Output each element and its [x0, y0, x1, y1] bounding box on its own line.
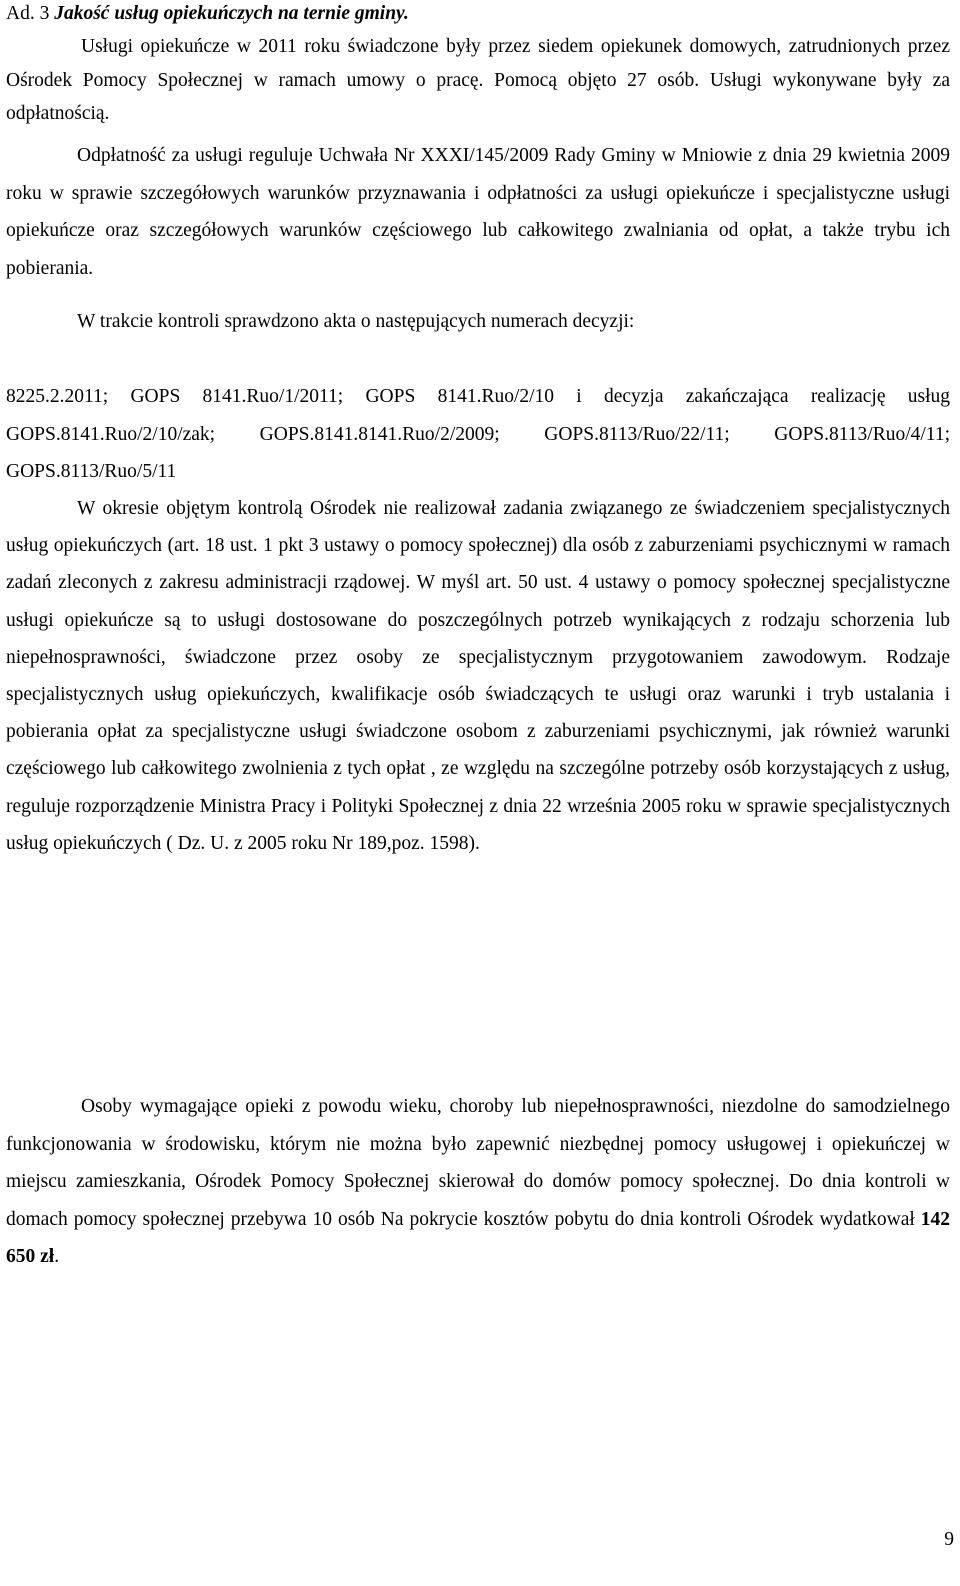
- paragraph-inspected-files-intro: W trakcie kontroli sprawdzono akta o następujących numerach decyzji:: [77, 311, 635, 332]
- page-number: 9: [944, 1529, 954, 1550]
- section-title: Jakość usług opiekuńczych na ternie gminy.: [54, 3, 409, 24]
- paragraph-care-homes: [6, 1088, 950, 1276]
- paragraph-fee-regulation: Odpłatność za usługi reguluje Uchwała Nr XXXI/145/2009 Rady Gminy w Mniowie z dnia 29 kwietnia 2009 roku w sprawie szczegółowych warunków przyznawania i odpłatności za usługi opiekuńcze i specjalistyczne usługi opiekuńcze oraz szczegółowych warunków częściowego lub całkowitego zwalniania od opłat, a także trybu ich pobierania.: [6, 145, 950, 279]
- paragraph-services-overview: Usługi opiekuńcze w 2011 roku świadczone były przez siedem opiekunek domowych, zatrudnionych przez Ośrodek Pomocy Społecznej w ramach umowy o pracę. Pomocą objęto 27 osób. Usługi wykonywane były za odpłatnością.: [6, 36, 950, 124]
- care-homes-text: Osoby wymagające opieki z powodu wieku, choroby lub niepełnosprawności, niezdolne do samodzielnego funkcjonowania w środowisku, którym nie można było zapewnić niezbędnej pomocy usługowej i opiekuńczej w miejscu zamieszkania, Ośrodek Pomocy Społecznej skierował do domów pomocy społecznej. Do dnia kontroli w domach pomocy społecznej przebywa 10 osób Na pokrycie kosztów pobytu do dnia kontroli Ośrodek wydatkował: [6, 1096, 950, 1230]
- section-heading: [6, 2, 409, 26]
- paragraph-decision-numbers: 8225.2.2011; GOPS 8141.Ruo/1/2011; GOPS 8141.Ruo/2/10 i decyzja zakańczająca realizację usług GOPS.8141.Ruo/2/10/zak; GOPS.8141.8141.Ruo/2/2009; GOPS.8113/Ruo/22/11; GOPS.8113/Ruo/4/11; GOPS.8113/Ruo/5/11: [6, 386, 950, 482]
- care-homes-end: .: [54, 1246, 60, 1267]
- expenditure-amount: 142 650 zł: [6, 1208, 950, 1267]
- section-number: Ad. 3: [6, 3, 50, 24]
- paragraph-specialist-services: W okresie objętym kontrolą Ośrodek nie realizował zadania związanego ze świadczeniem specjalistycznych usług opiekuńczych (art. 18 ust. 1 pkt 3 ustawy o pomocy społecznej) dla osób z zaburzeniami psychicznymi w ramach zadań zleconych z zakresu administracji rządowej. W myśl art. 50 ust. 4 ustawy o pomocy społecznej specjalistyczne usługi opiekuńcze są to usługi dostosowane do poszczególnych potrzeb wynikających z rodzaju schorzenia lub niepełnosprawności, świadczone przez osoby ze specjalistycznym przygotowaniem zawodowym. Rodzaje specjalistycznych usług opiekuńczych, kwalifikacje osób świadczących te usługi oraz warunki i tryb ustalania i pobierania opłat za specjalistyczne usługi świadczone osobom z zaburzeniami psychicznymi, jak również warunki częściowego lub całkowitego zwolnienia z tych opłat , ze względu na szczególne potrzeby osób korzystających z usług, reguluje rozporządzenie Ministra Pracy i Polityki Społecznej z dnia 22 września 2005 roku w sprawie specjalistycznych usług opiekuńczych ( Dz. U. z 2005 roku Nr 189,poz. 1598).: [6, 498, 950, 854]
